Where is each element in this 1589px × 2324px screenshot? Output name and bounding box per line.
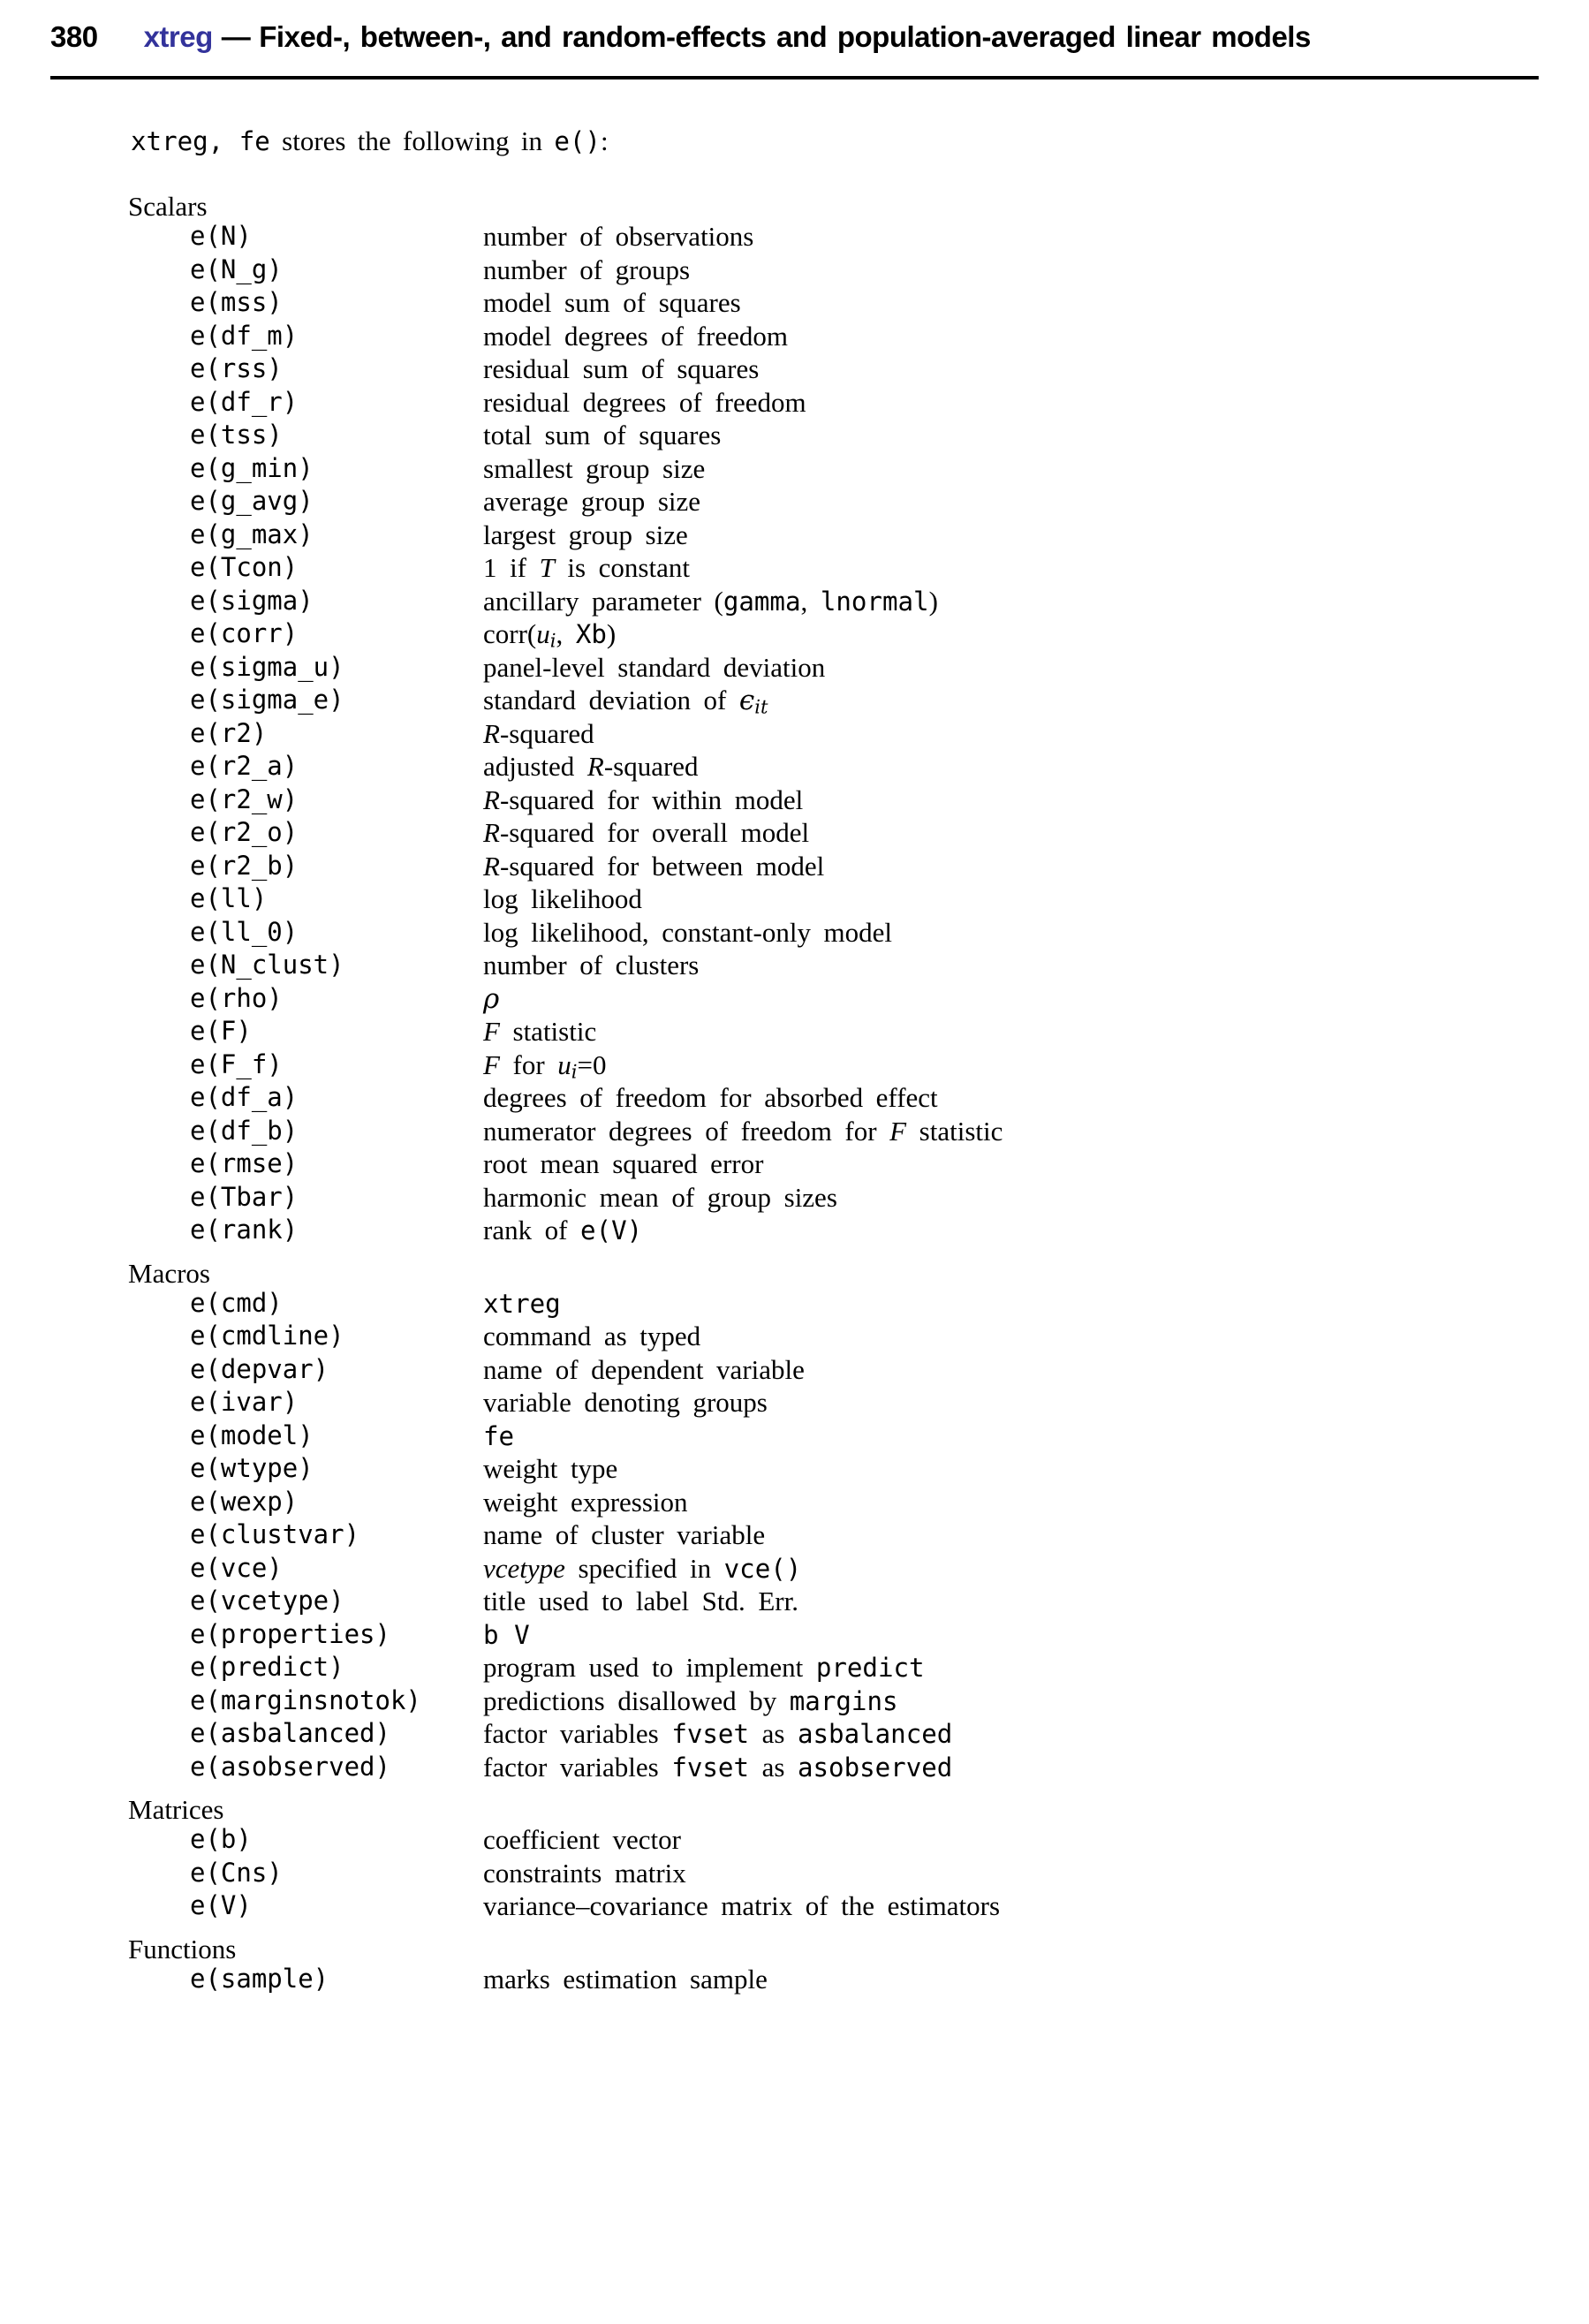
entry-row [190,320,1589,353]
plain-text: constraints matrix [483,1857,686,1889]
entry-name: e(sigma_u) [190,651,344,682]
entry-desc [483,783,1589,817]
entry-row [190,1419,1589,1453]
entry-row [190,684,1589,717]
plain-text: log likelihood [483,883,642,914]
entry-desc [483,1386,1589,1419]
plain-text: marks estimation sample [483,1963,768,1995]
entry-desc [483,1214,1589,1248]
subscript-text: i [571,1060,578,1083]
plain-text: predictions disallowed by [483,1684,790,1716]
entry-desc [483,1147,1589,1181]
entry-row [190,1147,1589,1181]
entry-name: e(df_r) [190,386,299,417]
entry-desc [483,1963,1589,1996]
plain-text: as [749,1751,798,1783]
plain-text: numerator degrees of freedom for [483,1115,890,1147]
italic-text: F [889,1115,907,1147]
entry-name: e(sample) [190,1963,329,1994]
code-text: Xb [575,619,607,649]
plain-text: number of clusters [483,950,700,980]
section-title: Functions [128,1933,237,1964]
entry-name: e(rho) [190,982,283,1013]
entry-desc [483,1452,1589,1486]
entry-desc [483,320,1589,353]
entry-name: e(tss) [190,420,283,450]
italic-text: vcetype [483,1552,565,1584]
entry-name: e(corr) [190,618,299,648]
italic-text: R [483,717,500,749]
plain-text: total sum of squares [483,420,722,450]
entry-row [190,1751,1589,1784]
plain-text: weight type [483,1453,618,1484]
entry-row [190,1015,1589,1048]
plain-text: model sum of squares [483,287,741,318]
entry-desc [483,1751,1589,1785]
entry-desc [483,485,1589,519]
plain-text: -squared for within model [499,783,804,815]
header-dash: — [221,20,251,53]
italic-text: R [483,850,500,882]
entry-name: e(sigma_e) [190,685,344,715]
plain-text: statistic [906,1115,1003,1147]
entry-row [190,982,1589,1016]
entry-desc [483,1684,1589,1719]
entry-desc [483,1486,1589,1519]
plain-text: ) [606,618,617,649]
plain-text: as [749,1718,798,1749]
entry-row [190,1048,1589,1082]
code-text: b V [483,1619,530,1650]
header-rule [50,76,1539,79]
entry-desc [483,220,1589,254]
italic-text: u [557,1048,571,1080]
entry-name: e(r2_w) [190,783,299,814]
entry-name: e(ivar) [190,1387,299,1417]
plain-text: coefficient vector [483,1824,681,1855]
entry-name: e(cmd) [190,1287,283,1318]
code-text: gamma [723,586,801,617]
italic-text: F [483,1048,500,1080]
plain-text: number of groups [483,254,691,285]
entry-name: e(ll_0) [190,916,299,947]
entry-name: e(F_f) [190,1048,283,1079]
entry-name: e(model) [190,1419,314,1450]
entry-row [190,882,1589,916]
code-text: predict [815,1653,925,1683]
code-text: asobserved [797,1752,953,1783]
plain-text: statistic [499,1016,597,1047]
entry-row [190,1518,1589,1552]
entry-desc [483,519,1589,552]
header-title: Fixed-, between-, and random-effects and population-averaged linear models [259,20,1311,53]
entry-name: e(sigma) [190,585,314,616]
plain-text: log likelihood, constant-only model [483,916,893,948]
entry-row [190,1823,1589,1857]
entry-name: e(g_avg) [190,486,314,516]
header-command: xtreg [143,20,213,53]
entry-row [190,1618,1589,1652]
entry-name: e(properties) [190,1618,390,1649]
entry-name: e(wtype) [190,1453,314,1483]
entry-name: e(asobserved) [190,1751,390,1782]
plain-text: -squared [499,717,594,749]
stored-results-list [0,193,1589,1995]
entry-desc [483,1618,1589,1653]
italic-text: u [536,618,550,649]
code-text: fe [483,1420,515,1451]
entry-desc [483,1717,1589,1752]
entry-desc [483,916,1589,950]
entry-name: e(wexp) [190,1486,299,1517]
entry-desc [483,1115,1589,1148]
entry-row [190,1353,1589,1387]
entry-name: e(vce) [190,1552,283,1583]
entry-name: e(N_clust) [190,950,344,980]
entry-desc [483,254,1589,287]
section-title: Matrices [128,1794,224,1825]
entry-name: e(depvar) [190,1353,329,1384]
plain-text: 1 if [483,552,540,583]
italic-text: R [586,751,604,782]
entry-row [190,286,1589,320]
entry-desc [483,982,1589,1017]
entry-desc [483,352,1589,386]
plain-text: specified in [564,1552,724,1584]
subscript-text: it [754,695,768,718]
entry-row [190,452,1589,486]
entry-row [190,651,1589,685]
entry-desc [483,1353,1589,1387]
entry-row [190,1452,1589,1486]
plain-text: variance–covariance matrix of the estimators [483,1890,1001,1921]
entry-name: e(asbalanced) [190,1718,390,1748]
entry-name: e(rss) [190,353,283,383]
entry-row [190,916,1589,950]
entry-row [190,519,1589,552]
code-text: fvset [671,1719,749,1749]
entry-row [190,585,1589,618]
entry-row [190,1320,1589,1353]
entry-row [190,1857,1589,1890]
entry-desc [483,949,1589,982]
entry-name: e(clustvar) [190,1519,360,1549]
entry-desc [483,1181,1589,1215]
entry-name: e(Tbar) [190,1181,299,1212]
entry-row [190,485,1589,519]
entry-desc [483,1419,1589,1454]
entry-row [190,1115,1589,1148]
entry-desc [483,651,1589,685]
code-text: vce() [723,1553,802,1584]
section-scalars [0,193,1589,1247]
entry-row [190,1889,1589,1923]
entry-name: e(r2_o) [190,817,299,847]
entry-row [190,1287,1589,1321]
entry-name: e(r2) [190,717,268,748]
entry-row [190,1717,1589,1751]
entry-desc [483,585,1589,619]
entry-name: e(b) [190,1824,252,1854]
entry-desc [483,882,1589,916]
entry-row [190,717,1589,751]
entry-desc [483,717,1589,751]
plain-text: rank of [483,1215,581,1245]
section-title: Macros [128,1257,210,1289]
section-functions [0,1935,1589,1996]
entry-row [190,1081,1589,1115]
entry-row [190,386,1589,420]
plain-text: factor variables [483,1751,672,1783]
entry-desc [483,750,1589,783]
entry-name: e(Tcon) [190,552,299,582]
plain-text: residual degrees of freedom [483,386,806,418]
entry-desc [483,452,1589,486]
page-content [0,124,1589,1995]
entry-name: e(F) [190,1016,252,1046]
entry-name: e(N_g) [190,254,283,284]
entry-name: e(N) [190,221,252,251]
plain-text: harmonic mean of group sizes [483,1181,837,1213]
plain-text: : [600,125,609,156]
entry-desc [483,1552,1589,1586]
entry-row [190,1552,1589,1586]
plain-text: program used to implement [483,1652,816,1683]
entry-desc [483,816,1589,850]
plain-text: ) [928,585,938,617]
entry-desc [483,1518,1589,1552]
plain-text: degrees of freedom for absorbed effect [483,1082,938,1113]
plain-text: -squared [603,751,699,782]
plain-text: factor variables [483,1718,672,1749]
plain-text: , [800,585,821,617]
entry-desc [483,386,1589,420]
plain-text: -squared for overall model [499,817,810,848]
entry-name: e(rmse) [190,1148,299,1178]
plain-text: variable denoting groups [483,1387,768,1418]
section-matrices [0,1796,1589,1923]
section-macros [0,1257,1589,1784]
entry-name: e(g_max) [190,519,314,549]
entry-row [190,816,1589,850]
entry-desc [483,551,1589,585]
plain-text: smallest group size [483,452,706,484]
entry-desc [483,1857,1589,1890]
entry-name: e(cmdline) [190,1321,344,1351]
entry-row [190,1585,1589,1618]
plain-text: largest group size [483,519,688,550]
entry-desc [483,1081,1589,1115]
entry-name: e(df_b) [190,1115,299,1146]
entry-name: e(rank) [190,1215,299,1245]
entry-name: e(g_min) [190,452,314,483]
page-number: 380 [50,20,98,53]
code-text: xtreg, fe [131,126,270,156]
entry-name: e(ll) [190,883,268,913]
entry-name: e(Cns) [190,1857,283,1888]
plain-text: average group size [483,486,701,517]
plain-text: title used to label Std. Err. [483,1586,798,1616]
greek-symbol: ρ [483,982,500,1015]
entry-row [190,850,1589,883]
plain-text: residual sum of squares [483,353,760,384]
plain-text: weight expression [483,1486,688,1518]
plain-text: panel-level standard deviation [483,651,826,683]
entry-row [190,352,1589,386]
entry-row [190,1651,1589,1684]
entry-row [190,220,1589,254]
greek-symbol: ϵ [738,685,755,716]
entry-row [190,1386,1589,1419]
italic-text: R [483,783,500,815]
plain-text: name of cluster variable [483,1519,766,1550]
entry-row [190,783,1589,817]
entry-desc [483,1015,1589,1048]
entry-desc [483,1320,1589,1353]
plain-text: -squared for between model [499,850,825,882]
code-text: lnormal [820,586,929,617]
entry-row [190,750,1589,783]
italic-text: F [483,1016,500,1047]
plain-text: is constant [554,552,690,583]
entry-row [190,1963,1589,1996]
entry-name: e(marginsnotok) [190,1684,421,1715]
entry-name: e(V) [190,1890,252,1920]
entry-name: e(mss) [190,287,283,317]
entry-desc [483,1287,1589,1321]
entry-desc [483,1651,1589,1685]
code-text: e() [554,126,601,156]
plain-text: command as typed [483,1321,701,1351]
entry-row [190,551,1589,585]
entry-desc [483,286,1589,320]
code-text: fvset [671,1752,749,1783]
entry-row [190,419,1589,452]
subscript-text: i [549,629,556,652]
plain-text: name of dependent variable [483,1353,805,1385]
entry-row [190,1684,1589,1718]
entry-name: e(r2_a) [190,751,299,781]
plain-text: root mean squared error [483,1148,764,1179]
plain-text: stores the following in [269,125,555,156]
plain-text: model degrees of freedom [483,320,788,352]
entry-name: e(vcetype) [190,1586,344,1616]
italic-text: T [539,552,555,583]
plain-text: ancillary parameter ( [483,585,723,617]
plain-text: for [499,1048,558,1080]
entry-name: e(df_a) [190,1082,299,1112]
entry-row [190,949,1589,982]
entry-desc [483,1585,1589,1618]
entry-row [190,1486,1589,1519]
code-text: e(V) [580,1215,643,1245]
section-title: Scalars [128,191,208,222]
plain-text: standard deviation of [483,685,739,715]
plain-text: corr( [483,618,537,649]
entry-desc [483,1889,1589,1923]
entry-desc [483,419,1589,452]
intro-line [131,124,1589,159]
entry-row [190,1214,1589,1247]
entry-row [190,254,1589,287]
code-text: xtreg [483,1288,561,1319]
italic-text: R [483,817,500,848]
entry-name: e(r2_b) [190,850,299,881]
plain-text: =0 [577,1048,607,1080]
entry-desc [483,1823,1589,1857]
plain-text: adjusted [483,751,587,782]
entry-row [190,1181,1589,1215]
entry-row [190,617,1589,651]
page-header [50,19,1543,55]
entry-name: e(df_m) [190,320,299,351]
code-text: margins [789,1685,898,1716]
code-text: asbalanced [797,1719,953,1749]
plain-text: number of observations [483,221,754,252]
plain-text: , [556,618,576,649]
entry-name: e(predict) [190,1652,344,1682]
entry-desc [483,850,1589,883]
